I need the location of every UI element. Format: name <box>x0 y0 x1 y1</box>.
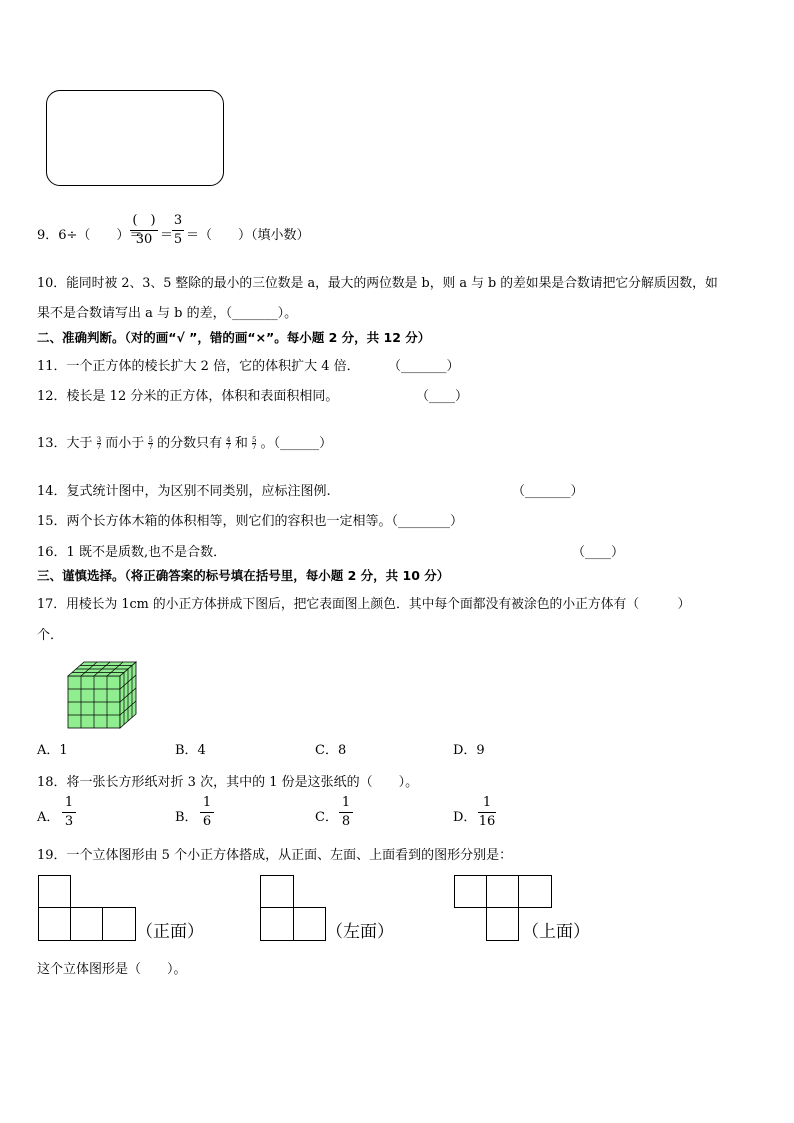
q13-fraction-2: $\frac{5}{7}$ <box>148 436 153 451</box>
q18-option-c-fraction <box>339 796 353 829</box>
q9-prefix: 9．6÷（ ）＝ <box>37 228 143 243</box>
left-view-square <box>260 875 294 908</box>
q16-text: 16．1 既不是质数,也不是合数． <box>37 545 227 560</box>
q9-suffix: ＝（ ）（填小数） <box>186 228 310 243</box>
q17-line-2: 个． <box>37 628 64 643</box>
front-view-square <box>102 907 136 941</box>
top-view-square <box>518 875 552 908</box>
left-view-square <box>293 907 326 941</box>
q18-option-b-label: B． <box>175 810 198 825</box>
q11-text: 11．一个正方体的棱长扩大 2 倍，它的体积扩大 4 倍． <box>37 359 360 374</box>
q18-d-num: 1 <box>482 795 492 810</box>
q18-a-num: 1 <box>64 795 74 810</box>
q13-fraction-4: $\frac{5}{7}$ <box>251 436 257 451</box>
left-view-label: （左面） <box>326 922 394 942</box>
q17-option-c: C．8 <box>315 743 347 758</box>
q18-c-den: 8 <box>341 814 351 829</box>
q18-text: 18．将一张长方形纸对折 3 次，其中的 1 份是这张纸的（ ）。 <box>37 775 419 790</box>
top-view-square <box>486 875 519 908</box>
q14-text: 14．复式统计图中，为区别不同类别，应标注图例. <box>37 484 331 499</box>
cube-figure <box>66 660 138 730</box>
q9-f2-den: 5 <box>173 232 183 247</box>
q10-line-1: 10．能同时被 2、3、5 整除的最小的三位数是 a，最大的两位数是 b，则 a 与 b 的差如果是合数请把它分解质因数，如 <box>37 276 718 291</box>
top-view-square <box>486 907 519 941</box>
q17-option-b: B．4 <box>175 743 206 758</box>
section-2-title: 二、准确判断。（对的画“√ ”，错的画“×”。每小题 2 分，共 12 分） <box>37 330 431 345</box>
q12-text: 12．棱长是 12 分米的正方体，体积和表面积相同。 <box>37 389 339 404</box>
front-view-label: （正面） <box>136 922 204 942</box>
front-view-square <box>70 907 103 941</box>
front-view-square <box>38 907 71 941</box>
q12-blank: （____） <box>416 389 469 404</box>
q18-option-d-label: D． <box>453 810 477 825</box>
q18-option-c-label: C． <box>315 810 338 825</box>
q19-question: 这个立体图形是（ ）。 <box>37 962 187 977</box>
front-view-square <box>38 875 71 908</box>
q10-line-2: 果不是合数请写出 a 与 b 的差，（_______）。 <box>37 306 298 321</box>
q9-f1-den: 30 <box>135 232 153 247</box>
q9-fraction-2 <box>172 214 184 247</box>
q9-equals: ＝ <box>160 228 174 243</box>
q18-option-a-fraction <box>62 796 76 829</box>
q18-b-den: 6 <box>202 814 212 829</box>
q13-text-e: 。（______） <box>260 436 333 451</box>
q14-blank: （_______） <box>512 484 584 499</box>
q13-fraction-1: $\frac{3}{7}$ <box>96 436 102 451</box>
q15-text: 15．两个长方体木箱的体积相等，则它们的容积也一定相等。（________） <box>37 514 464 529</box>
q13-line <box>37 432 332 451</box>
top-view-label: （上面） <box>522 922 590 942</box>
q18-c-num: 1 <box>341 795 351 810</box>
q16-blank: （____） <box>572 545 625 560</box>
top-view-square <box>454 875 487 908</box>
q18-d-den: 16 <box>478 814 496 829</box>
left-view-square <box>260 907 294 941</box>
q18-option-a-label: A． <box>37 810 60 825</box>
q17-option-a: A．1 <box>37 743 68 758</box>
q18-option-b-fraction <box>200 796 214 829</box>
q13-text-b: 而小于 <box>105 436 145 451</box>
q9-fraction-1 <box>130 214 158 247</box>
q9-f2-num: 3 <box>173 213 183 228</box>
q9-f1-num: ( ) <box>132 213 156 228</box>
q18-b-num: 1 <box>202 795 212 810</box>
q11-blank: （_______） <box>388 359 460 374</box>
q17-option-d: D．9 <box>453 743 485 758</box>
answer-box <box>46 90 224 186</box>
q17-line-1: 17．用棱长为 1cm 的小正方体拼成下图后，把它表面图上颜色．其中每个面都没有被涂色的小正方体有（ ） <box>37 597 691 612</box>
q19-text: 19．一个立体图形由 5 个小正方体搭成，从正面、左面、上面看到的图形分别是： <box>37 848 513 863</box>
q13-text-d: 和 <box>234 436 248 451</box>
q13-text-c: 的分数只有 <box>157 436 223 451</box>
q13-text-a: 13．大于 <box>37 436 93 451</box>
q13-fraction-3: $\frac{4}{7}$ <box>226 436 231 451</box>
q18-option-d-fraction <box>478 796 496 829</box>
section-3-title: 三、谨慎选择。（将正确答案的标号填在括号里，每小题 2 分，共 10 分） <box>37 568 450 583</box>
q18-a-den: 3 <box>64 814 74 829</box>
